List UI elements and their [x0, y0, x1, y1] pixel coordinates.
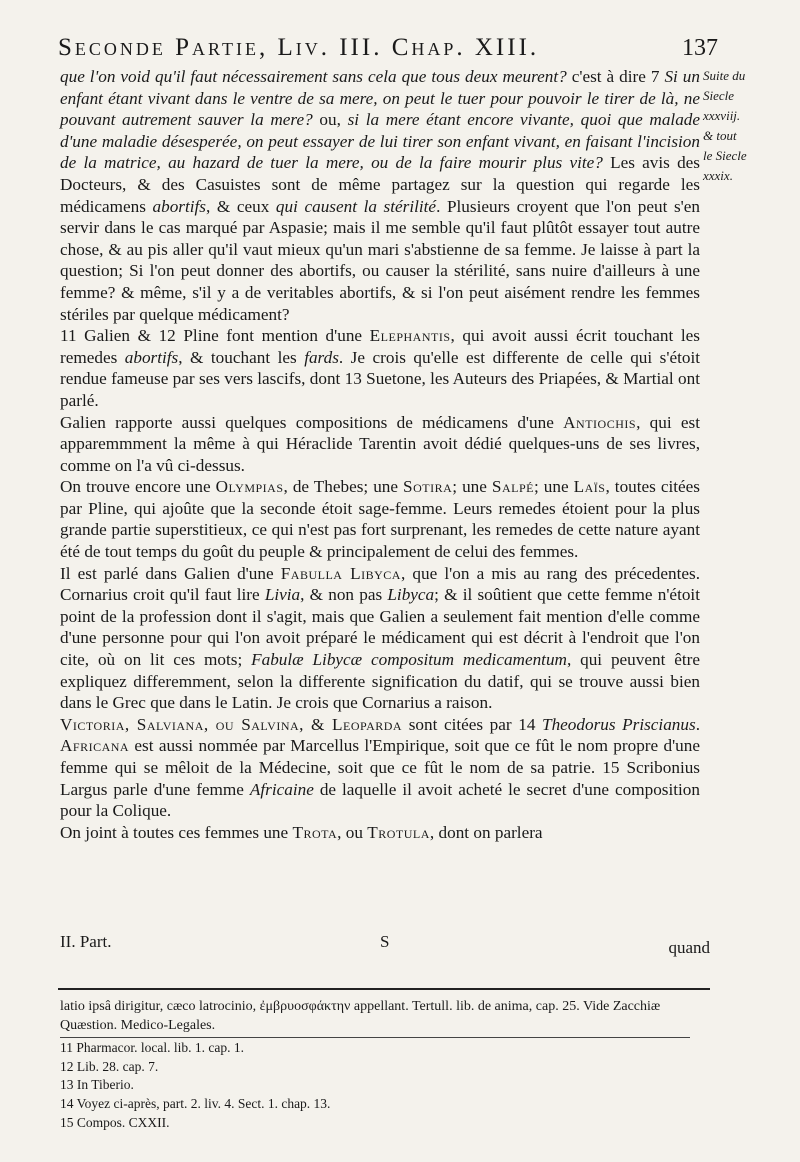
italic-text: fards [304, 347, 339, 367]
footnote-item: 11 Pharmacor. local. lib. 1. cap. 1. [60, 1040, 244, 1056]
margin-note-line: xxxviij. [703, 108, 741, 123]
paragraph [60, 714, 700, 822]
proper-name: Salpé [491, 477, 534, 497]
margin-note-line: xxxix. [703, 168, 733, 183]
catchword: quand [668, 938, 710, 957]
footnotes [60, 998, 710, 1132]
text-run: , qui avoit aussi écrit touchant les remedes [60, 326, 700, 367]
text-run: ; & il soûtient que cette femme n'étoit point de la profession dont il s'agit, mais que Galien a seulement fait mention d'elle comme d'une personne pour qui l'on avoit préparé le médicament qui est décrit à l'endroit que l'on cite, où on lit ces mots; [60, 585, 700, 670]
italic-text: Libyca [387, 585, 435, 605]
proper-name: Antiochis [563, 412, 637, 432]
text-run: . [695, 714, 700, 734]
italic-text: abortifs [124, 347, 179, 367]
footnote-continued: latio ipsâ dirigitur, cæco latrocinio, ἐμβρυοσφάκτην appellant. Tertull. lib. de anima, cap. 25. Vide Zacchiæ Quæstion. Medico-Legales. [60, 999, 661, 1033]
text-run: , que l'on a mis au rang des précedentes. Cornarius croit qu'il faut lire [60, 563, 700, 605]
proper-name: Trotula [367, 822, 430, 842]
italic-text: Si un enfant étant vivant dans le ventre de sa mere, on peut le tuer pour pouvoir le tirer de là, ne pouvant autrement sauver la mere? [60, 67, 700, 130]
proper-name: Trota [292, 822, 338, 842]
text-run: , & ceux [206, 196, 276, 216]
paragraph [60, 822, 700, 844]
proper-name: Sotira [403, 477, 453, 497]
text-run: ; une [533, 477, 574, 497]
text-run: 11 Galien & 12 Pline font mention d'une [60, 326, 370, 346]
margin-note-line: Siecle [703, 88, 735, 103]
footnote-item: 15 Compos. CXXII. [60, 1114, 170, 1130]
margin-note-line: le Siecle [703, 148, 747, 163]
italic-text: Livia [264, 585, 301, 605]
text-run: , & non pas [300, 585, 388, 605]
text-run: Les avis des Docteurs, & des Casuistes sont de même partagez sur la question qui regarde les médicamens [60, 153, 700, 216]
footnote-item: 12 Lib. 28. cap. 7. [60, 1058, 159, 1074]
text-run: ; une [452, 477, 492, 497]
running-header [58, 34, 718, 68]
footnote-item: 13 In Tiberio. [60, 1077, 134, 1093]
text-run: , qui peuvent être expliquez differemment, selon la differente signification du datif, qui se trouve aussi bien dans le Grec que dans le Latin. Je crois que Cornarius a raison. [60, 650, 700, 713]
paragraph [60, 325, 700, 411]
margin-note [703, 66, 793, 186]
proper-name: Fabulla Libyca [280, 563, 401, 583]
italic-text: abortifs [152, 196, 206, 216]
proper-name: Laïs [573, 477, 606, 497]
text-run: sont citées par 14 [402, 714, 543, 734]
footnote-rule [58, 988, 710, 990]
text-run: , dont on parlera [429, 822, 543, 842]
paragraph [60, 66, 700, 325]
text-run: . Plusieurs croyent que l'on peut s'en servir dans le cas marqué par Aspasie; mais il me semble qu'il faut plûtôt essayer tout autre chose, & au pis aller qu'il vaut mieux qu'un mari s'abstienne de sa femme. Je laisse à part la question; Si l'on peut donner des abortifs, ou causer la stérilité, sans nuire d'ailleurs à une femme? & même, s'il y a de veritables abortifs, & si l'on peut aisément rendre les femmes stériles par quelque médicament? [60, 196, 701, 324]
signature-mark: S [380, 932, 390, 951]
footnote-item: 14 Voyez ci-après, part. 2. liv. 4. Sect. 1. chap. 13. [60, 1095, 331, 1111]
paragraph [60, 476, 700, 562]
proper-name: Olympias [215, 477, 284, 497]
italic-text: Theodorus Priscianus [542, 714, 696, 734]
text-run: , ou [337, 822, 368, 842]
italic-text: Fabulæ Libycæ compositum medicamentum [251, 650, 567, 670]
text-run: ou, [319, 110, 348, 130]
text-run: Galien rapporte aussi quelques compositions de médicamens d'une [60, 412, 564, 432]
proper-name: Elephantis [369, 326, 451, 346]
text-run: . Je crois qu'elle est differente de celle qui s'étoit rendue fameuse par ses vers lascifs, dont 13 Suetone, les Auteurs des Priapées, & Martial ont parlé. [60, 347, 700, 410]
text-run: On joint à toutes ces femmes une [60, 822, 293, 842]
text-run: est aussi nommée par Marcellus l'Empirique, soit que ce fût le nom propre d'une femme qui se mêloit de la Médecine, soit que ce fût le nom de sa patrie. 15 Scribonius Largus parle d'une femme [60, 736, 700, 799]
text-run: On trouve encore une [60, 477, 216, 497]
proper-name: Africana [60, 736, 130, 756]
text-run: de laquelle il avoit acheté le secret d'une composition pour la Colique. [60, 779, 700, 821]
text-run: Il est parlé dans Galien d'une [60, 563, 281, 583]
part-label: II. Part. [60, 932, 112, 951]
footnote-divider [60, 1037, 690, 1038]
text-run: , & touchant les [178, 347, 305, 367]
text-run: , toutes citées par Pline, qui ajoûte que la seconde étoit sage-femme. Leurs remedes étoient pour la plus grande partie superstitieux, ce qui n'est pas fort surprenant, les remedes de cette nature ayant été de tout temps du goût du peuple & principalement de celui des femmes. [60, 477, 700, 562]
margin-note-line: Suite du [703, 68, 746, 83]
margin-note-line: & tout [703, 128, 737, 143]
italic-text: qui causent la stérilité [275, 196, 437, 216]
paragraph [60, 412, 700, 477]
text-run: , qui est apparemmment la même à qui Héraclide Tarentin avoit dédié quelques-uns de ses livres, comme on l'a vû ci-dessus. [60, 412, 700, 475]
italic-text: si la mere étant encore vivante, quoi que malade d'une maladie désesperée, on peut essayer de lui tirer son enfant vivant, en faisant l'incision de la matrice, au hazard de tuer la mere, ou de la faire mourir plus vite? [60, 110, 701, 173]
main-text [60, 66, 700, 843]
text-run: , de Thebes; une [283, 477, 404, 497]
paragraph [60, 563, 700, 714]
italic-text: Africaine [249, 779, 314, 799]
page-number: 137 [682, 35, 718, 61]
italic-text: que l'on void qu'il faut nécessairement sans cela que tous deux meurent? [60, 67, 572, 86]
running-title: Seconde Partie, Liv. III. Chap. XIII. [58, 34, 540, 61]
proper-name: Victoria, Salviana, ou Salvina, & Leoparda [60, 714, 403, 734]
signature-line [60, 932, 710, 956]
text-run: c'est à dire 7 [571, 67, 665, 86]
